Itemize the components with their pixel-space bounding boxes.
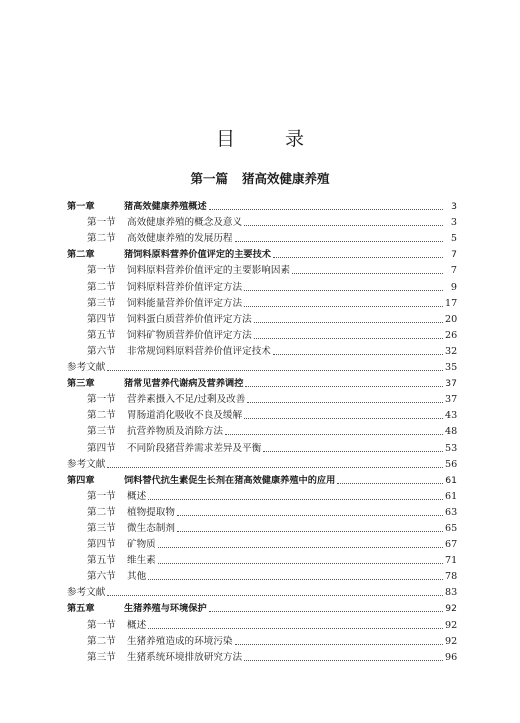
toc-entry-number: 第三章 [67, 378, 95, 390]
toc-entry-number: 第五节 [87, 555, 116, 567]
toc-page-number: 7 [451, 249, 457, 261]
toc-entry-title: 参考文献 [67, 362, 106, 374]
toc-page-number: 53 [445, 442, 458, 454]
toc-page-number: 61 [445, 490, 458, 502]
toc-entry-number: 第二节 [87, 281, 116, 293]
toc-dot-leader [107, 370, 443, 371]
toc-page-number: 7 [450, 265, 457, 277]
toc-page-number: 20 [445, 313, 458, 325]
toc-page-number: 92 [445, 603, 457, 615]
part-label: 第一篇 [190, 171, 228, 186]
toc-page-number: 3 [450, 217, 457, 229]
toc-section-row[interactable] [67, 551, 457, 567]
toc-dot-leader [107, 595, 443, 596]
toc-entry-number: 第三节 [87, 297, 116, 309]
part-name: 猪高效健康养殖 [242, 171, 330, 186]
toc-entry-number: 第二节 [87, 410, 116, 422]
toc-chapter-row[interactable] [67, 374, 457, 390]
toc-dot-leader [247, 402, 443, 403]
toc-entry-title: 饲料替代抗生素促生长剂在猪高效健康养殖中的应用 [124, 474, 336, 486]
toc-section-row[interactable] [67, 261, 457, 277]
toc-entry-number: 第一节 [87, 217, 116, 229]
toc-section-row[interactable] [67, 487, 457, 503]
toc-title: 目 录 [215, 128, 327, 150]
toc-page-number: 5 [450, 233, 457, 245]
toc-dot-leader [209, 611, 443, 612]
toc-entry-title: 微生态制剂 [127, 522, 175, 534]
toc-dot-leader [148, 628, 443, 629]
toc-entry-title: 猪常见营养代谢病及营养调控 [124, 378, 244, 390]
toc-entry-title: 猪高效健康养殖概述 [124, 201, 207, 213]
toc-dot-leader [244, 418, 443, 419]
toc-dot-leader [244, 225, 443, 226]
toc-dot-leader [148, 579, 443, 580]
toc-section-row[interactable] [67, 390, 457, 406]
toc-dot-leader [337, 483, 443, 484]
toc-entry-title: 非常规饲料原料营养价值评定技术 [127, 345, 271, 357]
toc-dot-leader [244, 290, 443, 291]
toc-entry-number: 第二节 [87, 506, 116, 518]
toc-entry-title: 其他 [127, 571, 147, 583]
toc-entry-number: 第三节 [87, 522, 116, 534]
toc-entry-title: 营养素摄入不足/过剩及改善 [127, 394, 246, 406]
toc-dot-leader [273, 257, 443, 258]
toc-section-row[interactable] [67, 406, 457, 422]
toc-dot-leader [158, 563, 443, 564]
toc-entry-number: 第四节 [87, 442, 116, 454]
toc-entry-title: 饲料能量营养价值评定方法 [127, 297, 243, 309]
toc-entry-number: 第二节 [87, 233, 116, 245]
toc-entry-number: 第六节 [87, 571, 116, 583]
toc-dot-leader [177, 515, 443, 516]
toc-page-number: 92 [445, 619, 458, 631]
toc-dot-leader [235, 241, 443, 242]
toc-entry-title: 维生素 [127, 555, 156, 567]
toc-page-number: 32 [445, 345, 458, 357]
toc-chapter-row[interactable] [67, 245, 457, 261]
toc-section-row[interactable] [67, 632, 457, 648]
toc-section-row[interactable] [67, 438, 457, 454]
toc-page-number: 65 [445, 522, 458, 534]
toc-entry-title: 参考文献 [67, 458, 106, 470]
toc-page-number: 92 [445, 635, 458, 647]
toc-entry-title: 参考文献 [67, 587, 106, 599]
toc-page-number: 26 [445, 329, 458, 341]
toc-chapter-row[interactable] [67, 599, 457, 615]
toc-entry-title: 概述 [127, 490, 147, 502]
toc-section-row[interactable] [67, 326, 457, 342]
toc-entry-number: 第四章 [67, 474, 95, 486]
part-title [0, 169, 520, 187]
toc-chapter-row[interactable] [67, 471, 457, 487]
toc-entry-title: 高效健康养殖的概念及意义 [127, 217, 243, 229]
toc-page-number: 48 [445, 426, 458, 438]
toc-section-row[interactable] [67, 310, 457, 326]
toc-page-number: 63 [445, 506, 458, 518]
toc-entry-title: 饲料原料营养价值评定方法 [127, 281, 243, 293]
toc-dot-leader [107, 467, 443, 468]
toc-dot-leader [209, 209, 443, 210]
toc-page-number: 37 [445, 378, 457, 390]
toc-entry-number: 第六节 [87, 345, 116, 357]
toc-entry-number: 第一节 [87, 394, 116, 406]
toc-section-row[interactable] [67, 535, 457, 551]
toc-entry-number: 第一节 [87, 265, 116, 277]
toc-page-number: 9 [450, 281, 457, 293]
toc-dot-leader [254, 338, 443, 339]
toc-entry-title: 不同阶段猪营养需求差异及平衡 [127, 442, 262, 454]
toc-entry-title: 抗营养物质及消除方法 [127, 426, 223, 438]
toc-dot-leader [273, 354, 443, 355]
toc-chapter-row[interactable] [67, 197, 457, 213]
toc-page-number: 67 [445, 539, 458, 551]
toc-section-row[interactable] [67, 615, 457, 631]
toc-dot-leader [245, 386, 443, 387]
toc-entry-number: 第五节 [87, 329, 116, 341]
toc-page-number: 43 [445, 410, 458, 422]
toc-section-row[interactable] [67, 503, 457, 519]
toc-dot-leader [244, 306, 443, 307]
toc-dot-leader [254, 322, 443, 323]
toc-reference-row[interactable] [67, 583, 457, 599]
toc-dot-leader [177, 531, 443, 532]
toc-page-number: 61 [445, 474, 457, 486]
toc-dot-leader [292, 273, 443, 274]
toc-page-number: 71 [445, 555, 458, 567]
toc-section-row[interactable] [67, 277, 457, 293]
toc-page-number: 83 [445, 587, 458, 599]
toc-entry-number: 第五章 [67, 603, 95, 615]
toc-dot-leader [158, 547, 443, 548]
toc-reference-row[interactable] [67, 358, 457, 374]
toc-entry-number: 第四节 [87, 539, 116, 551]
toc-section-row[interactable] [67, 648, 457, 664]
toc-dot-leader [148, 499, 443, 500]
toc-entry-title: 胃肠道消化吸收不良及缓解 [127, 410, 243, 422]
toc-entry-number: 第一节 [87, 619, 116, 631]
toc-entry-number: 第三节 [87, 426, 116, 438]
toc-page-number: 35 [445, 362, 458, 374]
toc-entry-number: 第一节 [87, 490, 116, 502]
toc-page-number: 37 [445, 394, 458, 406]
toc-entry-title: 矿物质 [127, 539, 156, 551]
toc-entry-number: 第二章 [67, 249, 95, 261]
toc-page-number: 78 [445, 571, 458, 583]
toc-section-row[interactable] [67, 519, 457, 535]
toc-page-number: 17 [445, 297, 458, 309]
toc-dot-leader [225, 434, 443, 435]
toc-section-row[interactable] [67, 213, 457, 229]
toc-page-number: 96 [445, 651, 458, 663]
toc-page-number: 3 [451, 201, 457, 213]
toc-entry-title: 饲料矿物质营养价值评定方法 [127, 329, 252, 341]
toc-entry-number: 第三节 [87, 651, 116, 663]
toc-entry-title: 饲料原料营养价值评定的主要影响因素 [127, 265, 291, 277]
toc-section-row[interactable] [67, 567, 457, 583]
toc-page-number: 56 [445, 458, 458, 470]
toc-entry-title: 饲料蛋白质营养价值评定方法 [127, 313, 252, 325]
toc-entry-number: 第四节 [87, 313, 116, 325]
toc-section-row[interactable] [67, 294, 457, 310]
toc-reference-row[interactable] [67, 455, 457, 471]
toc-entry-title: 概述 [127, 619, 147, 631]
toc-section-row[interactable] [67, 229, 457, 245]
toc-list [67, 197, 457, 664]
toc-entry-number: 第二节 [87, 635, 116, 647]
toc-dot-leader [235, 644, 443, 645]
toc-dot-leader [263, 451, 443, 452]
toc-entry-title: 猪饲料原料营养价值评定的主要技术 [124, 249, 271, 261]
toc-entry-number: 第一章 [67, 201, 95, 213]
toc-entry-title: 生猪养殖与环境保护 [124, 603, 207, 615]
toc-entry-title: 高效健康养殖的发展历程 [127, 233, 233, 245]
toc-entry-title: 生猪养殖造成的环境污染 [127, 635, 233, 647]
toc-section-row[interactable] [67, 422, 457, 438]
toc-entry-title: 植物提取物 [127, 506, 175, 518]
toc-dot-leader [244, 660, 443, 661]
toc-entry-title: 生猪系统环境排放研究方法 [127, 651, 243, 663]
toc-section-row[interactable] [67, 342, 457, 358]
